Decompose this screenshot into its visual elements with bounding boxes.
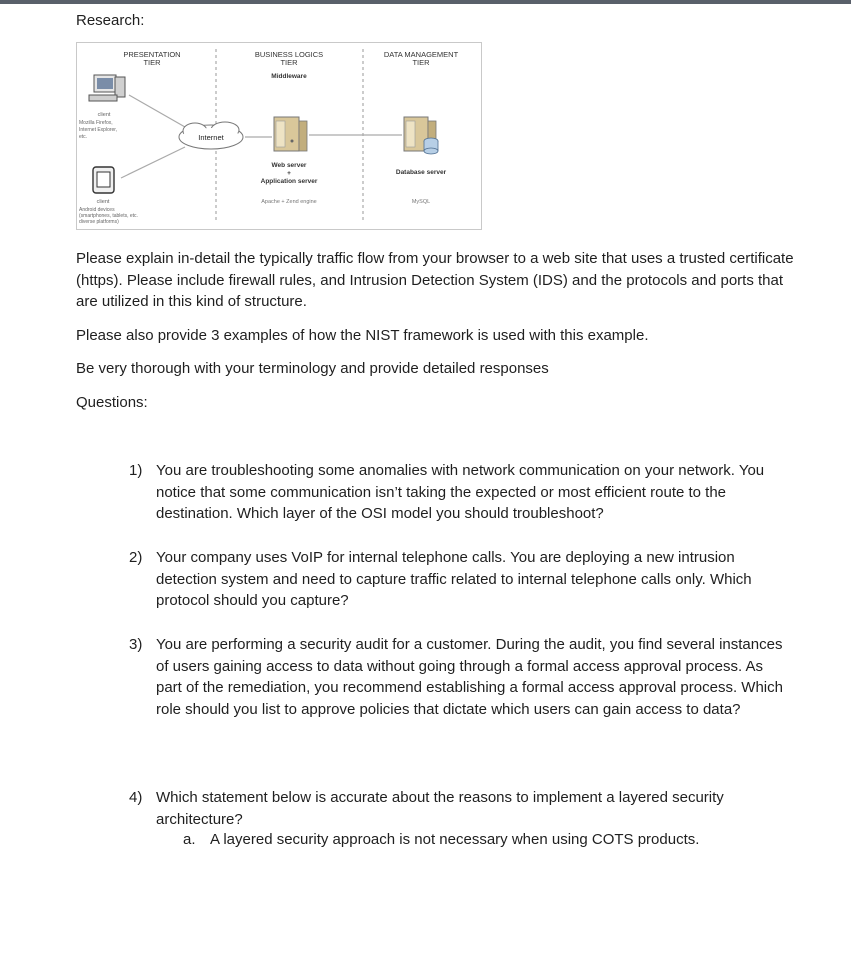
db-stack-label: MySQL (411, 199, 431, 205)
data-tier-sub: TIER (412, 58, 430, 67)
question-text: Which statement below is accurate about the reasons to implement a layered security architecture? (156, 789, 724, 828)
option-text: A layered security approach is not necessary when using COTS products. (210, 831, 700, 848)
question-number: 3) (129, 636, 143, 653)
top-border (0, 0, 851, 4)
questions-heading: Questions: (76, 394, 148, 411)
question-text: You are performing a security audit for a customer. During the audit, you find several instances of users gaining access to data without going through a formal access approval process. As part of the remediation, you recommend establishing a formal access approval process. Which role should you list to approve policies that dictate which users can gain access to data? (156, 636, 783, 718)
database-server-icon (404, 117, 438, 154)
client1-line3: etc. (79, 134, 88, 140)
option-letter: a. (183, 831, 196, 848)
client2-title: client (96, 199, 110, 205)
presentation-tier-title: PRESENTATION (123, 50, 181, 59)
middleware-label: Middleware (271, 73, 307, 80)
presentation-tier-sub: TIER (143, 58, 161, 67)
client1-title: client (97, 112, 111, 118)
client1-line1: Mozilla Firefox, (79, 120, 113, 126)
client2-link (121, 147, 185, 178)
business-tier-title: BUSINESS LOGICS (254, 50, 324, 59)
question-number: 4) (129, 789, 143, 806)
intro-paragraph-3: Be very thorough with your terminology and provide detailed responses (76, 360, 549, 377)
question-text: Your company uses VoIP for internal telephone calls. You are deploying a new intrusion detection system and need to capture traffic related to internal telephone calls only. Which protocol should you capture? (156, 549, 752, 609)
web-stack-label: Apache + Zend engine (261, 199, 317, 205)
mobile-device-icon (93, 167, 114, 193)
research-heading: Research: (76, 12, 145, 29)
architecture-svg (77, 43, 481, 229)
data-tier-title: DATA MANAGEMENT (383, 50, 459, 59)
intro-paragraph-1: Please explain in-detail the typically traffic flow from your browser to a web site that uses a trusted certificate (https). Please include firewall rules, and Intrusion Detection System (IDS) and the protocols and ports that are utilized in this kind of structure. (76, 250, 794, 310)
question-number: 1) (129, 462, 143, 479)
web-server-icon (274, 117, 307, 151)
internet-label: Internet (198, 133, 224, 142)
app-server-label: Application server (260, 178, 318, 185)
db-server-label: Database server (395, 169, 447, 176)
client2-line1: Android devices (79, 207, 115, 213)
client2-line3: diverse platforms) (79, 219, 119, 225)
client1-line2: Internet Explorer, (79, 127, 118, 133)
question-number: 2) (129, 549, 143, 566)
intro-paragraph-2: Please also provide 3 examples of how the NIST framework is used with this example. (76, 327, 649, 344)
client1-link (129, 95, 185, 127)
web-server-plus: + (287, 170, 291, 177)
client2-line2: (smartphones, tablets, etc. (79, 213, 138, 219)
web-server-label: Web server (271, 162, 307, 169)
desktop-computer-icon (89, 75, 125, 101)
business-tier-sub: TIER (280, 58, 298, 67)
question-text: You are troubleshooting some anomalies with network communication on your network. You notice that some communication isn’t taking the expected or most efficient route to the destination. Which layer of the OSI model you should troubleshoot? (156, 462, 765, 522)
architecture-diagram (76, 42, 482, 230)
